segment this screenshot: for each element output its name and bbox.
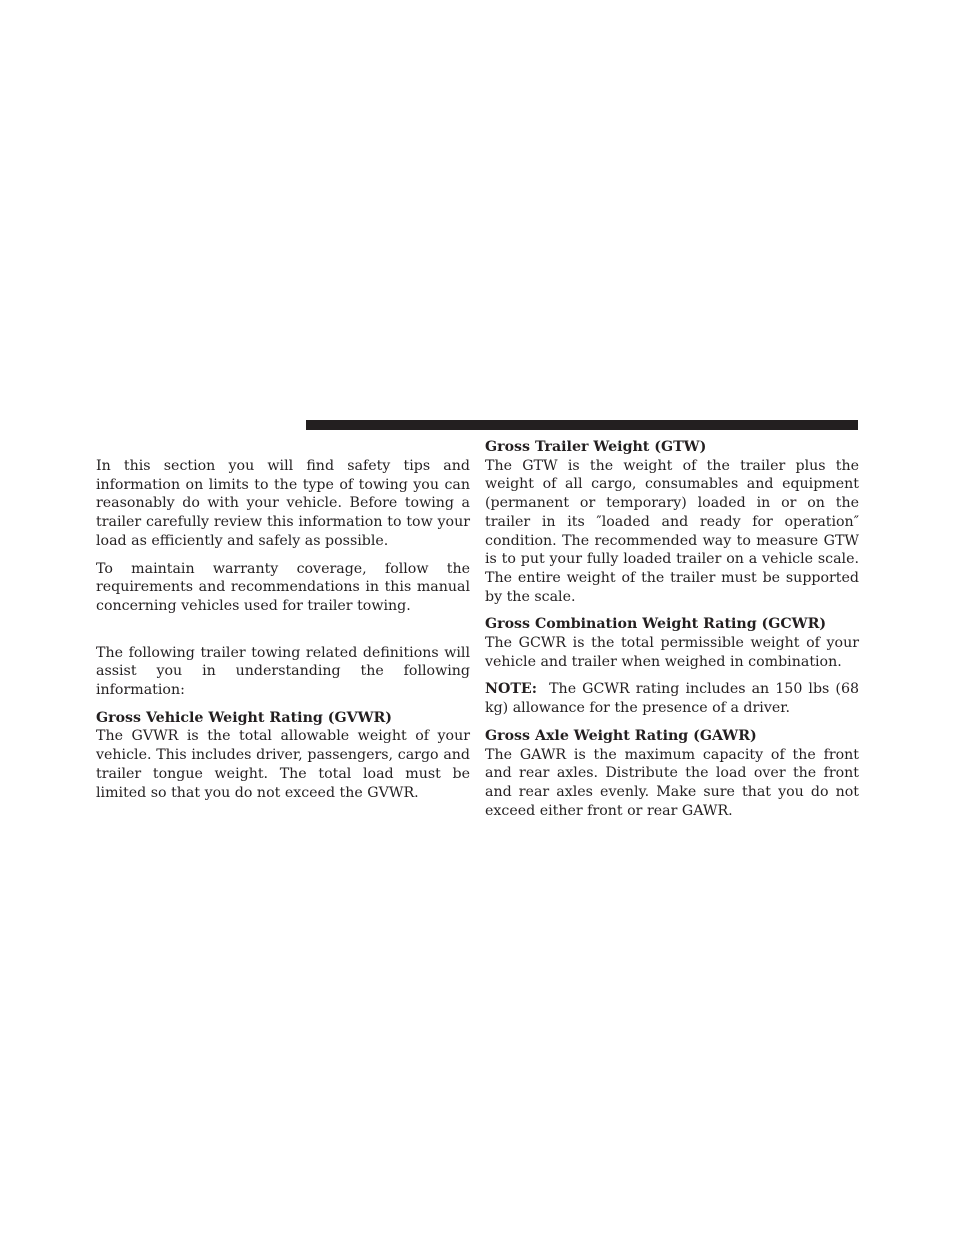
gawr-heading: Gross Axle Weight Rating (GAWR) (485, 727, 757, 744)
intro-paragraph-2: To maintain warranty coverage, follow the requirements and recommendations in this manual concerning vehicles used for trailer towing. (96, 560, 470, 614)
gcwr-body: The GCWR is the total permissible weight of your vehicle and trailer when weighed in combination. (485, 635, 859, 670)
note-paragraph (485, 680, 859, 717)
section-header-rule (306, 420, 858, 430)
gawr-body: The GAWR is the maximum capacity of the front and rear axles. Distribute the load over the front and rear axles evenly. Make sure that you do not exceed either front or rear GAWR. (485, 746, 859, 819)
note-label: NOTE: (485, 681, 537, 698)
note-body: The GCWR rating includes an 150 lbs (68 kg) allowance for the presence of a driver. (485, 681, 859, 717)
gtw-heading: Gross Trailer Weight (GTW) (485, 439, 707, 455)
gvwr-body: The GVWR is the total allowable weight of your vehicle. This includes driver, passengers, cargo and trailer tongue weight. The total load must be limited so that you do not exceed the GVWR. (96, 728, 470, 801)
gvwr-heading: Gross Vehicle Weight Rating (GVWR) (96, 709, 393, 726)
left-column (96, 457, 470, 802)
intro-paragraph-1: In this section you will find safety tips and information on limits to the type of towing you can reasonably do with your vehicle. Before towing a trailer carefully review this information to tow your load as efficiently and safely as possible. (96, 458, 470, 549)
gtw-body: The GTW is the weight of the trailer plus the weight of all cargo, consumables and equipment (permanent or temporary) loaded in or on the trailer in its ″loaded and ready for operation″ condition. The recommended way to measure GTW is to put your fully loaded trailer on a vehicle scale. The entire weight of the trailer must be supported by the scale. (485, 457, 859, 605)
gcwr-heading: Gross Combination Weight Rating (GCWR) (485, 616, 827, 633)
right-column (485, 438, 859, 820)
definitions-intro: The following trailer towing related definitions will assist you in understanding the following information: (96, 644, 470, 699)
